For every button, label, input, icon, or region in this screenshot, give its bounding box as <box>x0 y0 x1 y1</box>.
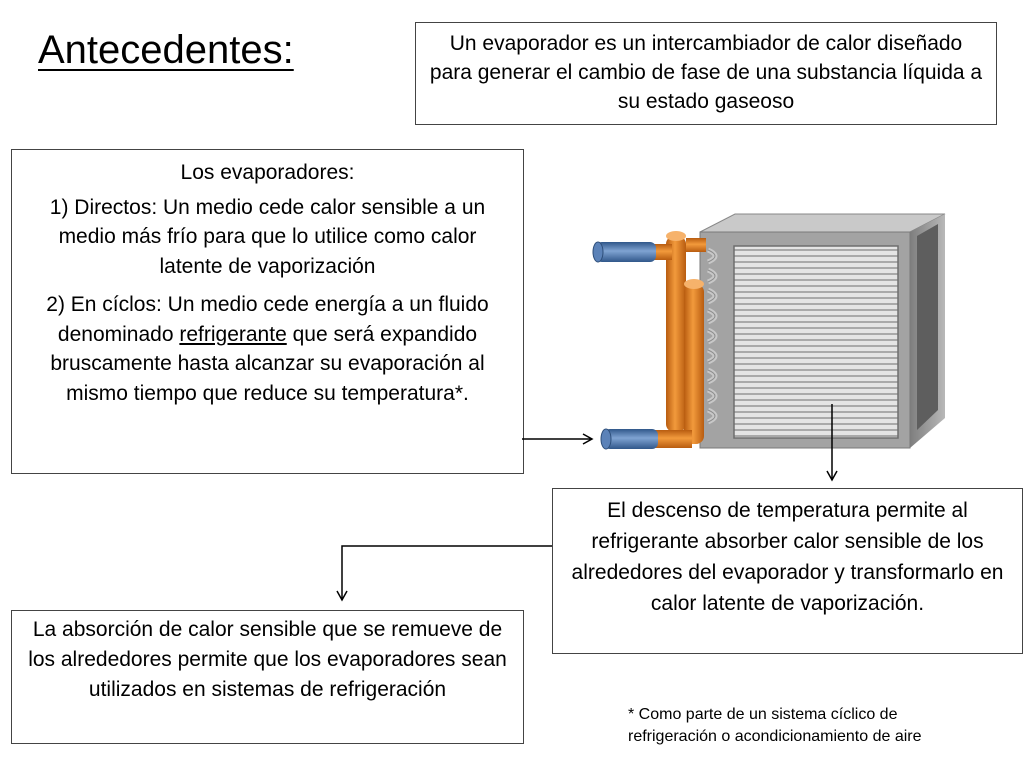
cycle-text-end: que será expandido bruscamente hasta alcanzar su evaporación al mismo tiempo que reduce su temperatura*. <box>50 322 485 405</box>
direct-type-text: 1) Directos: Un medio cede calor sensible a un medio más frío para que lo utilice como calor latente de vaporización <box>49 195 486 278</box>
absorption-text: La absorción de calor sensible que se remueve de los alrededores permite que los evaporadores sean utilizados en sistemas de refrigeración <box>28 618 507 701</box>
refrigerant-term: refrigerante <box>179 322 287 346</box>
types-heading: Los evaporadores: <box>180 161 355 184</box>
temperature-drop-text: El descenso de temperatura permite al refrigerante absorber calor sensible de los alrededores del evaporador y transformarlo en calor latente de vaporización. <box>571 499 1004 615</box>
coil-fins <box>734 246 898 438</box>
definition-text: Un evaporador es un intercambiador de calor diseñado para generar el cambio de fase de una substancia líquida a su estado gaseoso <box>429 32 983 113</box>
arrow-to-image <box>522 434 592 444</box>
arrow-to-absorption-box <box>337 546 552 600</box>
footnote-line-2: refrigeración o acondicionamiento de aire <box>628 728 922 745</box>
coil-top-face <box>700 214 945 232</box>
cycle-text-start: 2) En cíclos: Un medio cede energía a un fluido denominado <box>46 293 489 346</box>
header-pipe-left <box>666 236 686 432</box>
outlet-pipe <box>604 429 658 449</box>
slide-title: Antecedentes: <box>38 28 294 72</box>
evaporator-image <box>593 214 945 449</box>
header-pipe-right <box>684 284 704 444</box>
inlet-pipe <box>596 242 656 262</box>
footnote-line-1: * Como parte de un sistema cíclico de <box>628 706 898 723</box>
